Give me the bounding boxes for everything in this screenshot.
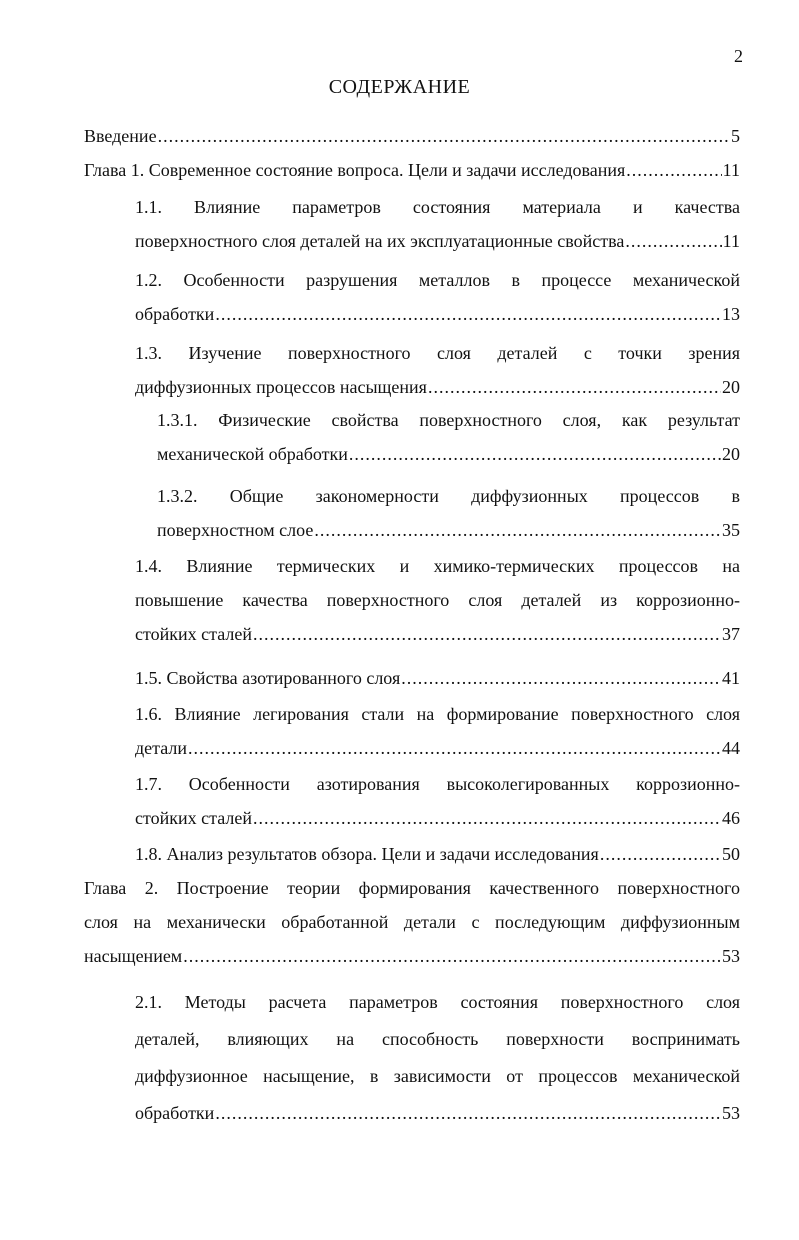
dot-leader bbox=[401, 661, 721, 695]
dot-leader bbox=[600, 837, 721, 871]
toc-entry-2-1 bbox=[135, 984, 740, 1132]
toc-entry-1-2 bbox=[135, 263, 740, 331]
toc-entry-text: поверхностном слое bbox=[157, 520, 314, 540]
toc-entry-page: 20 bbox=[722, 444, 740, 464]
toc-entry-page: 37 bbox=[722, 624, 740, 644]
toc-entry-text: 1.7. Особенности азотирования высоколегированных коррозионно- bbox=[135, 774, 740, 794]
toc-entry-1-8 bbox=[135, 837, 740, 871]
toc-entry-text: 1.8. Анализ результатов обзора. Цели и задачи исследования bbox=[135, 844, 599, 864]
toc-entry-page: 11 bbox=[722, 160, 740, 180]
toc-entry-text: насыщением bbox=[84, 946, 183, 966]
toc-entry-page: 53 bbox=[722, 946, 740, 966]
toc-entry-page: 46 bbox=[722, 808, 740, 828]
toc-entry-page: 41 bbox=[722, 668, 740, 688]
toc-entry-1-7 bbox=[135, 767, 740, 835]
toc-entry-page: 53 bbox=[722, 1103, 740, 1123]
toc-entry-text: 1.2. Особенности разрушения металлов в процессе механической bbox=[135, 270, 740, 290]
toc-entry-text: детали bbox=[135, 738, 187, 758]
dot-leader bbox=[253, 801, 721, 835]
toc-entry-text: слоя на механически обработанной детали с последующим диффузионным bbox=[84, 912, 740, 932]
toc-entry-1-6 bbox=[135, 697, 740, 765]
toc-entry-page: 5 bbox=[731, 126, 740, 146]
toc-entry-page: 35 bbox=[722, 520, 740, 540]
toc-entry-page: 20 bbox=[722, 377, 740, 397]
toc-entry-text: 1.3.2. Общие закономерности диффузионных процессов в bbox=[157, 486, 740, 506]
toc-entry-text: диффузионных процессов насыщения bbox=[135, 377, 427, 397]
toc-entry-text: 1.3.1. Физические свойства поверхностного слоя, как результат bbox=[157, 410, 740, 430]
toc-entry-page: 50 bbox=[722, 844, 740, 864]
toc-entry-text: 1.4. Влияние термических и химико-термических процессов на bbox=[135, 556, 740, 576]
toc-entry-1-1 bbox=[135, 190, 740, 258]
toc-entry-chapter-2 bbox=[84, 871, 740, 973]
toc-entry-text: Глава 2. Построение теории формирования качественного поверхностного bbox=[84, 878, 740, 898]
toc-entry-text: 1.1. Влияние параметров состояния материала и качества bbox=[135, 197, 740, 217]
dot-leader bbox=[349, 437, 721, 471]
toc-entry-1-3 bbox=[135, 336, 740, 404]
toc-entry-page: 11 bbox=[722, 231, 740, 251]
toc-entry-1-3-2 bbox=[157, 479, 740, 547]
toc-entry-text: механической обработки bbox=[157, 444, 348, 464]
toc-entry-1-3-1 bbox=[157, 403, 740, 471]
toc-entry-text: 1.6. Влияние легирования стали на формирование поверхностного слоя bbox=[135, 704, 740, 724]
dot-leader bbox=[188, 731, 721, 765]
dot-leader bbox=[253, 617, 721, 651]
toc-entry-text: деталей, влияющих на способность поверхности воспринимать bbox=[135, 1029, 740, 1049]
dot-leader bbox=[183, 939, 721, 973]
toc-entry-text: 2.1. Методы расчета параметров состояния поверхностного слоя bbox=[135, 992, 740, 1012]
dot-leader bbox=[215, 1095, 721, 1132]
toc-entry-1-4 bbox=[135, 549, 740, 651]
toc-entry-1-5 bbox=[135, 661, 740, 695]
toc-entry-text: поверхностного слоя деталей на их эксплуатационные свойства bbox=[135, 231, 625, 251]
dot-leader bbox=[314, 513, 721, 547]
dot-leader bbox=[625, 224, 721, 258]
toc-entry-text: обработки bbox=[135, 1103, 215, 1123]
toc-entry-text: диффузионное насыщение, в зависимости от процессов механической bbox=[135, 1066, 740, 1086]
toc-entry-text: 1.5. Свойства азотированного слоя bbox=[135, 668, 401, 688]
toc-entry-text: стойких сталей bbox=[135, 808, 252, 828]
dot-leader bbox=[428, 370, 721, 404]
toc-entry-text: обработки bbox=[135, 304, 215, 324]
toc-entry-text: Введение bbox=[84, 126, 157, 146]
toc-entry-introduction bbox=[84, 119, 740, 153]
toc-entry-page: 44 bbox=[722, 738, 740, 758]
toc-entry-text: 1.3. Изучение поверхностного слоя деталей с точки зрения bbox=[135, 343, 740, 363]
toc-entry-text: стойких сталей bbox=[135, 624, 252, 644]
toc-entry-page: 13 bbox=[722, 304, 740, 324]
toc-entry-text: Глава 1. Современное состояние вопроса. Цели и задачи исследования bbox=[84, 160, 626, 180]
page-number: 2 bbox=[734, 46, 743, 66]
dot-leader bbox=[158, 119, 730, 153]
dot-leader bbox=[626, 153, 721, 187]
toc-entry-chapter-1 bbox=[84, 153, 740, 187]
toc-entry-text: повышение качества поверхностного слоя деталей из коррозионно- bbox=[135, 590, 740, 610]
dot-leader bbox=[215, 297, 721, 331]
toc-title: СОДЕРЖАНИЕ bbox=[328, 76, 471, 98]
